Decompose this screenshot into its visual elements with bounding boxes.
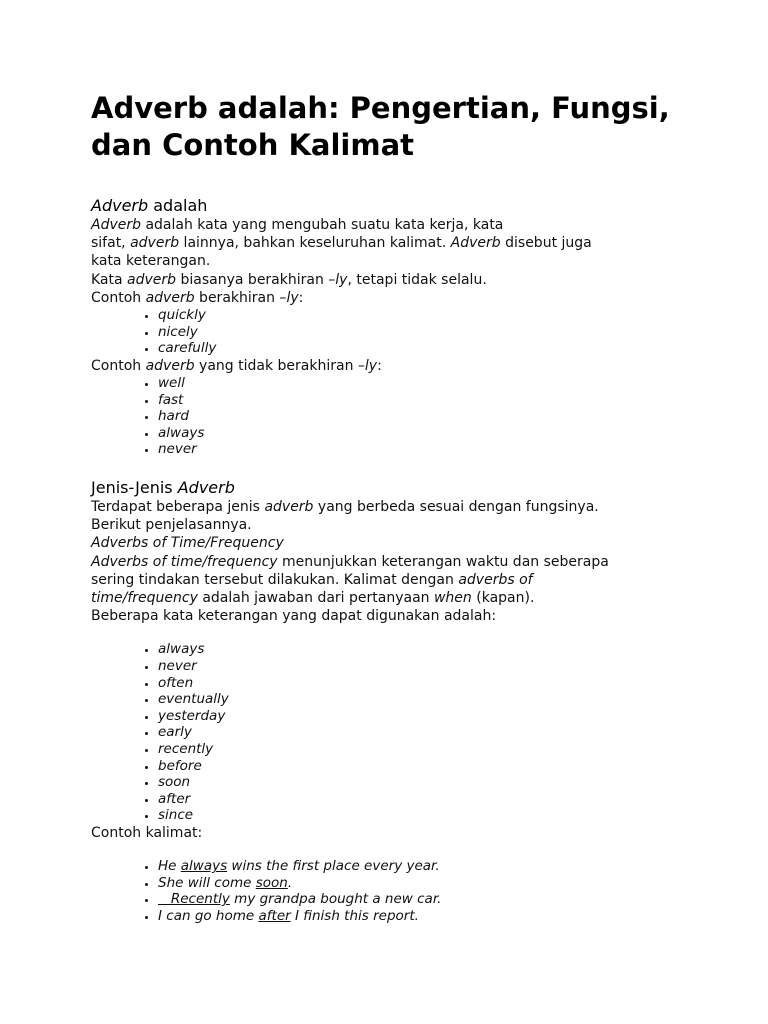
paragraph-ly-examples-label: Contoh adverb berakhiran –ly: (91, 289, 304, 306)
list-item: • quickly (158, 307, 691, 324)
list-item: • since (158, 807, 691, 824)
document-content (91, 90, 691, 925)
list-item: • often (158, 675, 691, 692)
paragraph-word-list-label: Beberapa kata keterangan yang dapat digunakan adalah: (91, 608, 497, 625)
list-item: • after (158, 791, 691, 808)
example-sentence: • I can go home after I finish this report. (158, 908, 691, 925)
paragraph-example-sentences-label: Contoh kalimat: (91, 824, 203, 841)
paragraph-time-frequency: Adverbs of time/frequency menunjukkan keterangan waktu dan seberapa sering tindakan tersebut dilakukan. Kalimat dengan adverbs of time/frequency adalah jawaban dari pertanyaan when (kapan). (91, 553, 609, 606)
list-item: • carefully (158, 340, 691, 357)
list-example-sentences (91, 858, 691, 924)
section-heading-adverb-adalah: Adverb adalah (91, 196, 208, 215)
subheading-time-frequency: Adverbs of Time/Frequency (91, 535, 284, 552)
list-item: • before (158, 758, 691, 775)
underlined-adverb: Recently (158, 891, 230, 908)
list-item: • never (158, 441, 691, 458)
paragraph-definition: Adverb adalah kata yang mengubah suatu kata kerja, kata sifat, adverb lainnya, bahkan keseluruhan kalimat. Adverb disebut juga kata keterangan. (91, 217, 592, 270)
list-item: • eventually (158, 691, 691, 708)
list-item: • always (158, 641, 691, 658)
underlined-adverb: always (180, 858, 228, 875)
list-item: • soon (158, 774, 691, 791)
list-item: • well (158, 375, 691, 392)
list-item: • fast (158, 392, 691, 409)
example-sentence: • He always wins the first place every year. (158, 858, 691, 875)
list-item: • recently (158, 741, 691, 758)
underlined-adverb: soon (255, 874, 288, 891)
list-item: • never (158, 658, 691, 675)
list-item: • always (158, 425, 691, 442)
list-item: • yesterday (158, 708, 691, 725)
underlined-adverb: after (258, 907, 291, 924)
paragraph-non-ly-examples-label: Contoh adverb yang tidak berakhiran –ly: (91, 357, 382, 374)
list-ly-adverbs (91, 307, 691, 357)
paragraph-types-intro: Terdapat beberapa jenis adverb yang berbeda sesuai dengan fungsinya. Berikut penjelasannya. (91, 498, 599, 534)
example-sentence: • She will come soon. (158, 875, 691, 892)
page-title: Adverb adalah: Pengertian, Fungsi, dan Contoh Kalimat (91, 91, 670, 162)
example-sentence: • Recently my grandpa bought a new car. (158, 891, 691, 908)
list-non-ly-adverbs (91, 375, 691, 458)
list-item: • nicely (158, 324, 691, 341)
paragraph-ly-note: Kata adverb biasanya berakhiran –ly, tetapi tidak selalu. (91, 271, 487, 288)
list-time-adverbs (91, 641, 691, 824)
list-item: • early (158, 724, 691, 741)
section-heading-jenis-adverb: Jenis-Jenis Adverb (91, 477, 235, 497)
list-item: • hard (158, 408, 691, 425)
